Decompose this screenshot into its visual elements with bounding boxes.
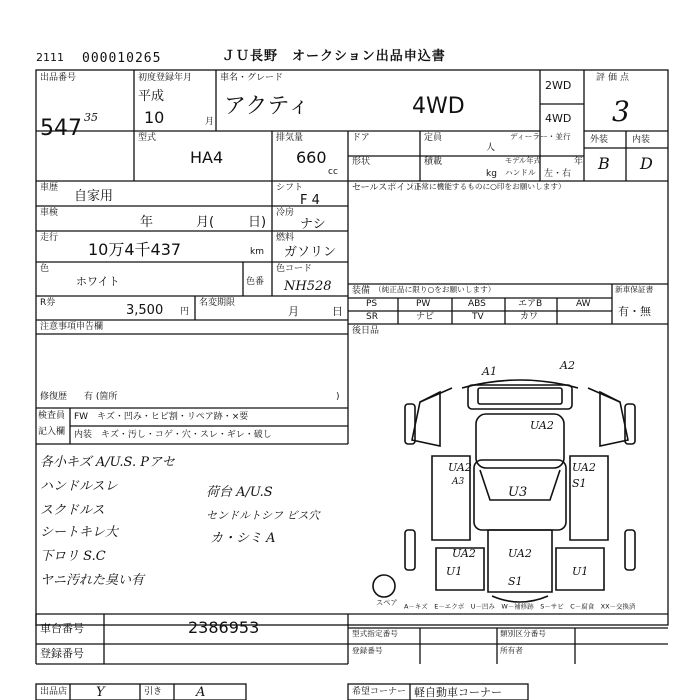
score-label: 評価点 [596,73,633,83]
year-unit: 年 [574,157,584,167]
rear-seat-label: 後日品 [352,326,380,336]
damage-mark-u1-rear-right: U1 [572,565,589,578]
hand-note-2: ハンドルスレ [40,479,118,494]
color-code-label: 色コード [276,264,313,274]
type-value: HA4 [190,148,224,167]
footer-label-2: 引き [144,687,163,697]
mileage-label: 走行 [40,233,59,243]
hand-note-right-2: センドルトシフ ビス穴 [206,509,320,522]
ext-label: 外装 [590,135,609,145]
load-unit: kg [486,169,497,179]
handle-value: 左・右 [544,169,572,179]
sales-point-note: （正常に機能するものに○印をお願いします） [406,183,566,192]
reg-field-2: 類別区分番号 [500,630,546,639]
cap-label: 定員 [424,133,443,143]
mileage-value: 10万4千437 [88,240,182,259]
int-label: 内装 [632,135,651,145]
repair-value: 有 (箇所 [84,392,118,402]
inspection-year: 年 [140,215,154,230]
hand-note-5: 下ロリ S.C [40,549,106,564]
car-diagram [373,380,635,602]
hand-note-right-1: 荷台 A/U.S [206,485,273,500]
fuel-value: ガソリン [284,245,337,260]
damage-mark-ua2-rear: UA2 [508,547,532,560]
deadline-label: 名変期限 [199,298,236,308]
first-reg-month-unit: 月 [205,117,215,127]
barcode-number: 000010265 [82,51,162,66]
equip-ps: PS [366,299,378,309]
inspector-row1: FW キズ・凹み・ヒビ割・リペア跡・×要 [74,412,249,422]
corner-value: 軽自動車コーナー [414,686,502,699]
footer-value-2: A [196,685,206,700]
door-label: ドア [352,133,370,143]
shift-value: F 4 [300,193,320,208]
first-reg-label: 初度登録年月 [138,73,193,83]
fuel-label: 燃料 [276,233,295,243]
disp-unit: cc [328,167,338,177]
equip-navi: ナビ [416,312,435,322]
damage-legend: A－キズ E－エクボ U－凹み W－補修跡 S－サビ C－腐食 XX－交換済 [404,603,636,611]
type-label: 型式 [138,133,157,143]
history-value: 自家用 [74,189,114,204]
equip-aw: AW [576,299,591,309]
recycle-value: 3,500 [126,303,164,318]
model-label: 車名・グレード [220,73,284,83]
chassis-value: 2386953 [188,618,260,637]
first-reg-year: 10 [144,108,165,127]
lot-label: 出品番号 [40,73,77,83]
lot-number: 547 [40,116,82,141]
damage-mark-s1-rear: S1 [508,575,523,588]
equipment-label: 装備 [352,286,371,296]
ext-value: B [598,154,610,173]
equip-airbag: エアB [518,299,543,309]
damage-mark-u3-bed: U3 [508,485,528,500]
recycle-label: R券 [40,298,56,308]
equip-abs: ABS [468,299,486,309]
equip-tv: TV [472,312,484,322]
equipment-note: （純正品に限り○をお願いします） [374,286,496,295]
hand-note-right-3: カ・シミ A [210,531,276,546]
mileage-unit: km [250,247,264,257]
handle-label: ハンドル [505,169,536,178]
first-reg-era: 平成 [138,89,165,104]
color-code-value: NH528 [284,279,332,294]
inspector-label2: 記入欄 [38,427,66,437]
sales-point-label: セールスポイント [352,183,424,193]
corner-label: 希望コーナー [352,687,407,697]
aircon-label: 冷房 [276,208,295,218]
damage-mark-ua2-right: UA2 [572,461,596,474]
hand-note-3: スクドルス [40,503,105,518]
history-label: 車歴 [40,183,59,193]
damage-mark-u1-rear-left: U1 [446,565,463,578]
damage-mark-a2-front-right: A2 [560,359,575,372]
model-year-label: モデル年式 [505,157,541,166]
inspector-row2: 内装 キズ・汚し・コゲ・穴・スレ・ギレ・破し [74,430,272,440]
damage-mark-a3-left: A3 [452,477,465,487]
warranty-value: 有・無 [618,305,651,318]
notes-header: 注意事項申告欄 [40,322,104,332]
damage-mark-ua2-roof: UA2 [530,419,554,432]
deadline-day: 日 [332,305,343,318]
damage-mark-ua2-rear-left: UA2 [452,547,476,560]
drive-4wd: 4WD [545,112,572,125]
shape-label: 形状 [352,157,371,167]
inspection-day: 日) [248,215,267,230]
damage-mark-a1-front-left: A1 [482,365,497,378]
model-name: アクティ [224,94,310,119]
chassis-label: 車台番号 [40,622,84,635]
drive-2wd: 2WD [545,79,572,92]
disp-value: 660 [296,148,327,167]
hand-note-1: 各小キズ A/U.S. Pアセ [40,455,175,470]
inspection-label: 車検 [40,208,59,218]
shift-label: シフト [276,183,304,193]
footer-label-1: 出品店 [40,687,68,697]
load-label: 積載 [424,157,443,167]
equip-leather: カワ [520,312,539,322]
dealer-label: ディーラー・並行 [510,133,571,142]
new-warranty-label: 新車保証書 [615,286,654,295]
inspection-month: 月( [196,215,215,230]
deadline-month: 月 [288,305,299,318]
color-value: ホワイト [76,275,120,288]
damage-mark-ua2-left: UA2 [448,461,472,474]
equip-sr: SR [366,312,378,322]
aircon-value: ナシ [300,217,326,232]
recycle-unit: 円 [180,307,190,317]
hand-note-4: シートキレ大 [40,525,118,540]
lot-suffix: 35 [84,111,98,124]
damage-mark-s1-right: S1 [572,477,587,490]
repair-close: ) [336,392,340,402]
color-label: 色 [40,264,50,274]
cap-unit: 人 [486,143,496,153]
owner-label: 登録番号 [40,647,84,660]
int-value: D [640,154,653,173]
spare-label: スペア [376,599,398,608]
reg-field-1: 型式指定番号 [352,630,398,639]
hand-note-6: ヤニ汚れた臭い有 [40,573,145,588]
equip-pw: PW [416,299,431,309]
reg-field-4: 所有者 [500,647,523,656]
reg-field-3: 登録番号 [352,647,383,656]
inspector-label1: 検査員 [38,411,66,421]
repair-label: 修復歴 [40,392,68,402]
auction-title: ＪＵ長野 オークション出品申込書 [222,49,446,64]
score-value: 3 [612,95,630,128]
footer-value-1: Y [96,685,105,700]
disp-label: 排気量 [276,133,304,143]
sheet-code: 2111 [36,51,64,64]
color-no-label: 色番 [246,277,265,287]
model-grade: 4WD [412,94,465,119]
